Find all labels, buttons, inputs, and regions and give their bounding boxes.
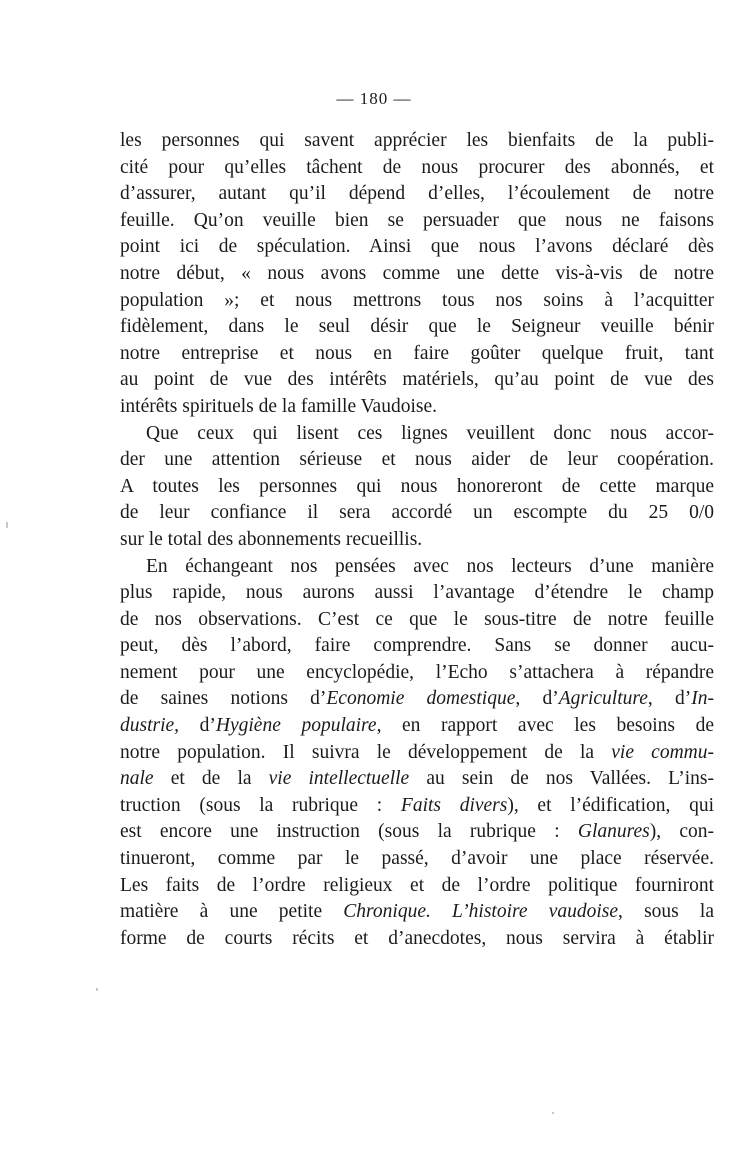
scan-speck bbox=[552, 1112, 554, 1114]
scan-speck bbox=[96, 988, 98, 991]
text-run: truction (sous la rubrique : bbox=[120, 794, 401, 816]
text-line bbox=[120, 288, 714, 315]
text-run: plus rapide, nous aurons aussi l’avantage d’étendre le champ bbox=[120, 582, 714, 604]
text-line bbox=[120, 633, 714, 660]
text-run: au point de vue des intérêts matériels, qu’au point de vue des bbox=[120, 369, 714, 391]
text-run: intérêts spirituels de la famille Vaudoise. bbox=[120, 395, 437, 417]
text-run: , sous la bbox=[618, 901, 714, 923]
text-line bbox=[120, 793, 714, 820]
italic-text-run: vie intellectuelle bbox=[268, 768, 410, 790]
text-line bbox=[120, 500, 714, 527]
text-run: feuille. Qu’on veuille bien se persuader que nous ne faisons bbox=[120, 209, 714, 231]
italic-text-run: In- bbox=[691, 688, 715, 710]
text-run: Les faits de l’ordre religieux et de l’ordre politique fourniront bbox=[120, 874, 714, 896]
text-run: population »; et nous mettrons tous nos soins à l’acquitter bbox=[120, 289, 714, 311]
text-run: notre début, « nous avons comme une dette vis-à-vis de notre bbox=[120, 262, 714, 284]
text-line bbox=[120, 554, 714, 581]
text-line bbox=[120, 128, 714, 155]
text-line bbox=[120, 314, 714, 341]
text-run: ), con- bbox=[649, 821, 714, 843]
text-run: peut, dès l’abord, faire comprendre. Sans se donner aucu- bbox=[120, 635, 714, 657]
text-run: notre population. Il suivra le développement de la bbox=[120, 741, 612, 763]
body-text bbox=[120, 128, 714, 952]
text-line bbox=[120, 234, 714, 261]
text-run: d’ bbox=[179, 715, 216, 737]
scan-speck bbox=[6, 522, 8, 528]
text-run: tinueront, comme par le passé, d’avoir une place réservée. bbox=[120, 848, 714, 870]
text-run: est encore une instruction (sous la rubrique : bbox=[120, 821, 578, 843]
text-line bbox=[120, 421, 714, 448]
italic-text-run: nale bbox=[120, 768, 154, 790]
text-line bbox=[120, 474, 714, 501]
text-line bbox=[120, 899, 714, 926]
text-line bbox=[120, 873, 714, 900]
text-run: de leur confiance il sera accordé un escompte du 25 0/0 bbox=[120, 502, 714, 524]
text-line bbox=[120, 660, 714, 687]
text-line bbox=[120, 367, 714, 394]
text-line bbox=[120, 181, 714, 208]
page-number: — 180 — bbox=[336, 89, 412, 108]
text-line bbox=[120, 208, 714, 235]
italic-text-run: vie commu- bbox=[611, 741, 714, 763]
italic-text-run: Hygiène populaire bbox=[215, 715, 377, 737]
text-line bbox=[120, 527, 714, 554]
text-run: notre entreprise et nous en faire goûter quelque fruit, tant bbox=[120, 342, 714, 364]
text-run: En échangeant nos pensées avec nos lecteurs d’une manière bbox=[146, 555, 714, 577]
text-line bbox=[120, 846, 714, 873]
text-run: forme de courts récits et d’anecdotes, nous servira à établir bbox=[120, 927, 714, 949]
text-run: d’assurer, autant qu’il dépend d’elles, l’écoulement de notre bbox=[120, 183, 714, 205]
text-run: nement pour une encyclopédie, l’Echo s’attachera à répandre bbox=[120, 661, 714, 683]
text-line bbox=[120, 819, 714, 846]
text-run: , d’ bbox=[647, 688, 692, 710]
text-run: ), et l’édification, qui bbox=[507, 794, 714, 816]
text-run: au sein de nos Vallées. L’ins- bbox=[409, 768, 714, 790]
italic-text-run: Faits divers bbox=[400, 794, 508, 816]
text-line bbox=[120, 341, 714, 368]
italic-text-run: Glanures bbox=[577, 821, 650, 843]
text-run: matière à une petite bbox=[120, 901, 344, 923]
text-run: cité pour qu’elles tâchent de nous procurer des abonnés, et bbox=[120, 156, 714, 178]
text-line bbox=[120, 607, 714, 634]
text-line bbox=[120, 447, 714, 474]
text-run: point ici de spéculation. Ainsi que nous l’avons déclaré dès bbox=[120, 236, 714, 258]
italic-text-run: dustrie, bbox=[120, 715, 180, 737]
text-run: et de la bbox=[153, 768, 269, 790]
text-run: de saines notions d’ bbox=[120, 688, 327, 710]
text-run: , en rapport avec les besoins de bbox=[376, 715, 714, 737]
text-line bbox=[120, 261, 714, 288]
text-line bbox=[120, 926, 714, 953]
text-run: fidèlement, dans le seul désir que le Seigneur veuille bénir bbox=[120, 316, 714, 338]
text-run: Que ceux qui lisent ces lignes veuillent donc nous accor- bbox=[146, 422, 714, 444]
text-line bbox=[120, 155, 714, 182]
italic-text-run: Chronique. L’histoire vaudoise bbox=[343, 901, 619, 923]
italic-text-run: Economie domestique bbox=[326, 688, 516, 710]
text-line bbox=[120, 394, 714, 421]
text-run: les personnes qui savent apprécier les bienfaits de la publi- bbox=[120, 130, 714, 151]
text-run: de nos observations. C’est ce que le sous-titre de notre feuille bbox=[120, 608, 714, 630]
text-run: der une attention sérieuse et nous aider de leur coopération. bbox=[120, 449, 714, 471]
text-line bbox=[120, 580, 714, 607]
text-line bbox=[120, 766, 714, 793]
text-line bbox=[120, 713, 714, 740]
text-line bbox=[120, 686, 714, 713]
italic-text-run: Agriculture bbox=[558, 688, 648, 710]
text-run: , d’ bbox=[515, 688, 559, 710]
text-run: A toutes les personnes qui nous honoreront de cette marque bbox=[120, 475, 714, 497]
text-run: sur le total des abonnements recueillis. bbox=[120, 528, 423, 550]
text-line bbox=[120, 740, 714, 767]
